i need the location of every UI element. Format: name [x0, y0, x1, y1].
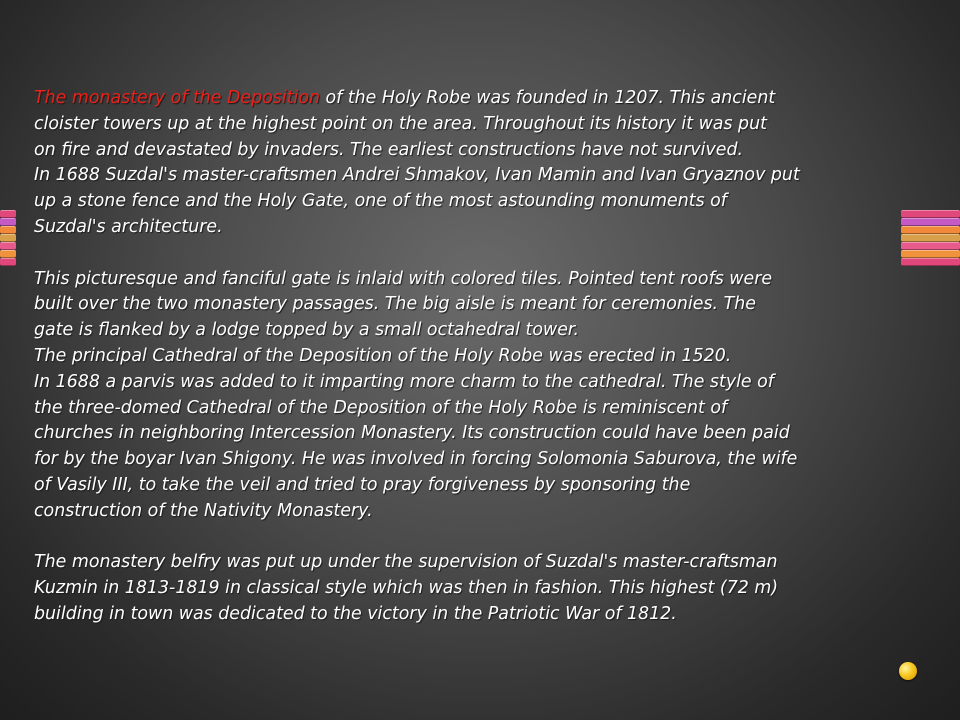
right-decorative-stripes: [901, 210, 960, 266]
text-line: building in town was dedicated to the victory in the Patriotic War of 1812.: [34, 603, 677, 624]
stripe: [901, 210, 960, 218]
stripe: [0, 234, 16, 242]
stripe: [0, 258, 16, 266]
next-slide-bullet-icon[interactable]: [899, 662, 917, 680]
stripe: [901, 218, 960, 226]
highlighted-phrase[interactable]: The monastery of the Deposition: [34, 88, 321, 108]
text-line: of Vasily III, to take the veil and tried to pray forgiveness by sponsoring the: [34, 474, 691, 495]
text-line: churches in neighboring Intercession Monastery. Its construction could have been paid: [34, 423, 790, 444]
text-line: on fire and devastated by invaders. The earliest constructions have not survived.: [34, 139, 744, 160]
slide-body-text: [34, 86, 884, 628]
text-span: of the Holy Robe was founded in 1207. This ancient: [320, 88, 776, 108]
paragraph-spacer: [34, 241, 884, 267]
text-line: In 1688 Suzdal's master-craftsmen Andrei Shmakov, Ivan Mamin and Ivan Gryaznov put: [34, 165, 800, 186]
text-line: built over the two monastery passages. The big aisle is meant for ceremonies. The: [34, 294, 756, 315]
paragraph-spacer: [34, 525, 884, 551]
text-line: gate is flanked by a lodge topped by a small octahedral tower.: [34, 320, 579, 341]
text-line: for by the boyar Ivan Shigony. He was involved in forcing Solomonia Saburova, the wife: [34, 449, 798, 470]
text-line: Suzdal's architecture.: [34, 216, 223, 237]
stripe: [901, 234, 960, 242]
stripe: [0, 226, 16, 234]
stripe: [901, 258, 960, 266]
stripe: [0, 218, 16, 226]
text-line: construction of the Nativity Monastery.: [34, 500, 373, 521]
stripe: [0, 242, 16, 250]
text-line: This picturesque and fanciful gate is inlaid with colored tiles. Pointed tent roofs were: [34, 268, 773, 289]
stripe: [0, 210, 16, 218]
stripe: [901, 250, 960, 258]
text-line: In 1688 a parvis was added to it imparting more charm to the cathedral. The style of: [34, 371, 774, 392]
stripe: [901, 242, 960, 250]
text-line: The monastery belfry was put up under the supervision of Suzdal's master-craftsman: [34, 552, 778, 573]
stripe: [901, 226, 960, 234]
text-line: Kuzmin in 1813-1819 in classical style which was then in fashion. This highest (72 m): [34, 578, 779, 599]
left-decorative-stripes: [0, 210, 16, 266]
text-line: up a stone fence and the Holy Gate, one of the most astounding monuments of: [34, 191, 727, 212]
text-line: cloister towers up at the highest point on the area. Throughout its history it was put: [34, 113, 767, 134]
text-line: [34, 86, 884, 112]
text-line: The principal Cathedral of the Deposition of the Holy Robe was erected in 1520.: [34, 345, 732, 366]
stripe: [0, 250, 16, 258]
text-line: the three-domed Cathedral of the Deposition of the Holy Robe is reminiscent of: [34, 397, 728, 418]
